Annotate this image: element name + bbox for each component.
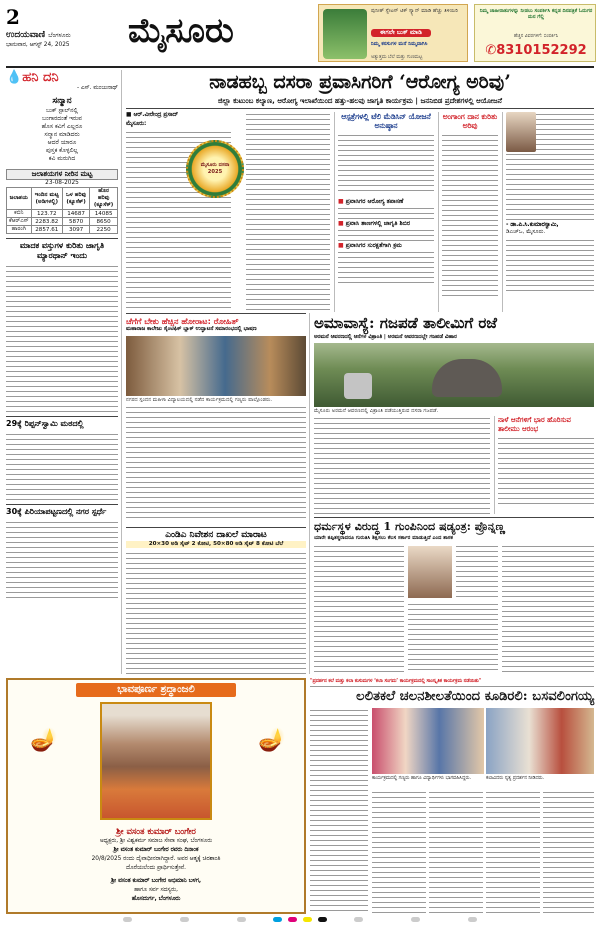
dasara-logo: ಮೈಸೂರು ದಸರಾ 2025 [186, 140, 244, 198]
honey-dani-header: 💧ಹನಿ ದನಿ [6, 70, 59, 85]
poem: ಬುಕ್ ಸ್ಟಾಲ್‌ನಲ್ಲಿ ಬಂಗಾರದಂತೆ ಇರುವ ಹೊಸ ಕವಿಗೆ ಎಲ್ಲರೂ ಸನ್ಮಾನ ಮಾಡಿದರು ಆದರೆ ಯಾರೂ ಪುಸ್ತಕ ಕೊಳ್ಳಲಿಲ್ಲ ಕವಿ ಮರುಗಿದ [41, 107, 83, 162]
story-headline: 30ಕ್ಕೆ ಪಿರಿಯಾಪಟ್ಟಣದಲ್ಲಿ ನಗರ ಸ್ಪರ್ಧೆ [6, 507, 107, 516]
story-headline: 29ಕ್ಕೆ ರಿಪ್ಪನ್‌ಸ್ವಾಮಿ ಮಠದಲ್ಲಿ [6, 419, 84, 428]
subsection-cheguevara: ಚೆಗೆ‌ಗೆ ಬೇಕು ಹೆಚ್ಚಿನ ಹೋರಾಟ: ರೋಹಿತ್ ಮಹಾರಾಜ ಕಾಲೇಜು ಸೈಂಟಿಫಿಕ್ ಬ್ಲಾಕ್ ಉದ್ಘಾಟನೆ ಸಮಾರಂಭದಲ್ಲಿ ಭಾಷಣ ನಗರದ ಸ್ಪಂದನ ಮಹಿಳಾ ವಿದ್ಯಾಲಯದಲ್ಲಿ ನಡೆದ ಕಾರ್ಯಕ್ರಮದಲ್ಲಿ ಗಣ್ಯರು ಪಾಲ್ಗೊಂಡರು. [126, 316, 306, 519]
elephant-shape [432, 359, 502, 397]
bottom-photo-1 [372, 708, 484, 774]
bullet-list: ■ ಪ್ರವಾಸಿಗರ ಆರೋಗ್ಯ ತಪಾಸಣೆ ■ ಪ್ರವಾಸಿ ತಾಣಗಳಲ್ಲಿ ಜಾಗೃತಿ ಶಿಬಿರ ■ ಪ್ರವಾಸಿಗರ ಸುರಕ್ಷತೆಗಾಗಿ ಕ್ರಮ [338, 198, 434, 286]
lamp-icon: 🪔 [30, 728, 58, 753]
lamp-icon: 🪔 [258, 728, 286, 753]
water-level-table: ಜಲಾಶಯ ಇಂದಿನ ಮಟ್ಟ (ಅಡಿಗಳಲ್ಲಿ) ಒಳ ಹರಿವು (ಕ್ಯೂಸೆಕ್) ಹೊರ ಹರಿವು (ಕ್ಯೂಸೆಕ್) ಕಬಿನಿ 123.72 14687 14085 ಕೆಆರ್‌ಎಸ್ 2283.82 5870 8650 ಹಾರಂಗಿ 2857.61 3097 2250 [6, 187, 118, 234]
table-row: ಕೆಆರ್‌ಎಸ್ 2283.82 5870 8650 [7, 218, 118, 226]
dho-portrait [506, 112, 536, 152]
elephant-caption: ಮೈಸೂರು ಅರಮನೆ ಆವರಣದಲ್ಲಿ ವಿಶ್ರಾಂತಿ ಪಡೆಯುತ್ತಿರುವ ದಸರಾ ಗಜಪಡೆ. [314, 408, 439, 414]
poem-title: ಸನ್ಮಾನ [52, 96, 72, 106]
phone-icon: ✆ [485, 43, 497, 58]
dho-quote-box: - ಡಾ.ಪಿ.ಸಿ.ಕುಮಾರಸ್ವಾಮಿ, ಡಿಎಚ್‌ಒ, ಮೈಸೂರು. [502, 112, 594, 312]
dharmasthala-body [314, 544, 594, 674]
dharmasthala-headline: ಧರ್ಮಸ್ಥಳ ವಿರುದ್ಧ 1 ಗುಂಪಿನಿಂದ ಷಡ್ಯಂತ್ರ: ಪ್ರೊನ್ನಣ್ಣ [314, 519, 506, 533]
top-ad-mid: ಪುನೀತ್ ಸ್ಟೇಟಸ್ ಟಿಕ್ ಸ್ಕ್ಯಾನ್ ಮಾಡಿ ಹೆಚ್ಚು ತಿಳಿಯಿರಿ ಈಗಲೇ ಬುಕ್ ಮಾಡಿ ನಿಮ್ಮ ಕನಸುಗಳ ಮನೆ ನಿಮ್ಮದಾಗಿಸಿ ಅತ್ಯುತ್ತಮ ಬೆಲೆ ಮತ್ತು ಗುಣಮಟ್ಟ [318, 4, 468, 62]
bottom-body-cols [372, 790, 594, 914]
subsection-mda: ಎಂಡಿಎ ನಿವೇಶನ ದಾಖಲೆ ಮಾರಾಟ 20×30 ಅಡಿ ಸೈಟ್ 2 ಕೋಟಿ, 50×80 ಅಡಿ ಸೈಟ್ 8 ಕೋಟಿ ಬೆಲೆ [126, 530, 306, 674]
bottom-headline: ಲಲಿತಕಲೆ ಚಲನಶೀಲತೆಯಿಂದ ಕೂಡಿರಲಿ: ಬಸವಲಿಂಗಯ್ಯ [356, 689, 594, 704]
story-headline: ಮಾದಕ ವಸ್ತುಗಳ ಕುರಿತು ಜಾಗೃತಿ ಮ್ಯಾರಥಾನ್ ಇಂದು [19, 241, 105, 260]
table-row: ಹಾರಂಗಿ 2857.61 3097 2250 [7, 226, 118, 234]
mla-portrait [408, 546, 452, 598]
obituary-name: ಶ್ರೀ ವಸಂತ ಕುಮಾರ್ ಬಂಗೇರ [116, 826, 196, 836]
telemedicine-box: ಆಸ್ಪತ್ರೆಗಳಲ್ಲಿ ಟೆಲಿ ಮೆಡಿಸಿನ್ ಯೋಜನೆ ಅನುಷ್ಠಾನ ■ ಪ್ರವಾಸಿಗರ ಆರೋಗ್ಯ ತಪಾಸಣೆ ■ ಪ್ರವಾಸಿ ತಾಣಗಳಲ್ಲಿ ಜಾಗೃತಿ ಶಿಬಿರ ■ ಪ್ರವಾಸಿಗರ ಸುರಕ್ಷತೆಗಾಗಿ ಕ್ರಮ [334, 112, 434, 312]
obituary-banner: ಭಾವಪೂರ್ಣ ಶ್ರದ್ಧಾಂಜಲಿ [76, 683, 236, 697]
event-photo [126, 336, 306, 396]
ad-book-button: ಈಗಲೇ ಬುಕ್ ಮಾಡಿ [371, 29, 431, 37]
water-level-title: ಜಲಾಶಯಗಳ ನೀರಿನ ಮಟ್ಟ [6, 169, 118, 180]
story-body [6, 264, 118, 416]
phone-illustration [323, 9, 367, 59]
masthead [0, 0, 600, 66]
date-line: ಭಾನುವಾರ, ಆಗಸ್ಟ್ 24, 2025 [6, 42, 70, 48]
lead-body: ■ ಆರ್.ವೀರೇಂದ್ರ ಪ್ರಸಾದ್ ಮೈಸೂರು: [126, 112, 231, 310]
story-body [6, 520, 118, 600]
lead-body-col2 [246, 112, 330, 310]
elephant-sidebox: ನಾಳೆ ಆನೆಗಳಿಗೆ ಭಾರ ಹೊರಿಸುವ ತಾಲೀಮು ಆರಂಭ [494, 416, 594, 514]
section-title: ಮೈಸೂರು [128, 11, 234, 51]
bottom-body-left [310, 708, 368, 914]
bottom-strip: "ಪ್ರದರ್ಶನ ಕಲೆ ಮತ್ತು ಕಲಾ ಕುಸುಮಗಳ ‘ಕಲಾ ಸಂಗಮ’ ಕಾರ್ಯಕ್ರಮದಲ್ಲಿ ಸಾಂಸ್ಕೃತಿಕ ಕಾರ್ಯಕ್ರಮ ನಡೆಯಿತು" [310, 678, 594, 687]
story-body [6, 432, 118, 504]
obituary-portrait [100, 702, 212, 820]
page-number: 2 [6, 5, 20, 29]
lead-subhead: ಜಿಲ್ಲಾ ಕುಟುಂಬ ಕಲ್ಯಾಣ, ಆರೋಗ್ಯ ಇಲಾಖೆಯಿಂದ ಹತ್ತು-ಹಲವು ಜಾಗೃತಿ ಕಾರ್ಯಕ್ರಮ | ಜನನಿಬಿಡ ಪ್ರದೇಶಗಳಲ್ಲಿ ಆಯೋಜನೆ [217, 96, 503, 105]
print-registration-marks [0, 917, 600, 926]
lead-headline: ನಾಡಹಬ್ಬ ದಸರಾ ಪ್ರವಾಸಿಗರಿಗೆ ‘ಆರೋಗ್ಯ ಅರಿವು’ [209, 71, 511, 93]
top-ad-right: ನಿಮ್ಮ ಜಾಹೀರಾತುಗಳನ್ನು ನೀಡಲು ಸಂಪರ್ಕಿಸಿ ಕನ್ನಡ ದಿನಪತ್ರಿಕೆ ಓದುಗರ ಮನ ಗೆಲ್ಲಿ ಹೆಚ್ಚಿನ ವಿವರಗಳಿಗೆ: ಸಂಪರ್ಕಿಸಿ ✆8310152292 [474, 4, 596, 62]
paper-name: ಉದಯವಾಣಿ ಬೆಂಗಳೂರು [6, 30, 71, 40]
dharmasthala-deck: ಯಾರೇ ತಪ್ಪಿತಸ್ಥರಾದರೂ ಗುರುತಿಸಿ ಶಿಕ್ಷಿಸಲು ಕೆಲಸ ಸರ್ಕಾರ ಮಾಡುತ್ತಿದೆ ಎಂದ ಶಾಸಕ [314, 535, 454, 541]
elephant-deck: ಅರಮನೆ ಆವರಣದಲ್ಲಿ ಆನೆಗಳ ವಿಶ್ರಾಂತಿ | ಅರಮನೆ ಆವರಣದಲ್ಲೇ ಗಜಪಡೆ ವಿಹಾರ [314, 334, 457, 340]
drop-icon: 💧 [6, 70, 23, 85]
obituary-ad: ಭಾವಪೂರ್ಣ ಶ್ರದ್ಧಾಂಜಲಿ 🪔 🪔 ಶ್ರೀ ವಸಂತ ಕುಮಾರ್ ಬಂಗೇರ ಅಧ್ಯಕ್ಷರು, ಶ್ರೀ ವಿಶ್ವಕರ್ಮ ಸಮಾಜ ಸೇವಾ ಸಂಘ, ಬೆಂಗಳೂರು ಶ್ರೀ ವಸಂತ ಕುಮಾರ್ ಬಂಗೇರ ರವರು ದಿನಾಂಕ 20/8/2025 ರಂದು ದೈವಾಧೀನರಾಗಿದ್ದಾರೆ. ಅವರ ಆತ್ಮಕ್ಕೆ ಚಿರಶಾಂತಿ ದೊರೆಯಲೆಂದು ಪ್ರಾರ್ಥಿಸುತ್ತೇವೆ. ಶ್ರೀ ವಸಂತ ಕುಮಾರ್ ಬಂಗೇರ ಅಭಿಮಾನಿ ಬಳಗ, ಹಾಗೂ ಸರ್ವ ಸದಸ್ಯರು, ಹೊಸದುರ್ಗ, ಬೆಂಗಳೂರು [6, 678, 306, 914]
ad-phone-number: ✆8310152292 [485, 43, 587, 58]
left-column: 💧ಹನಿ ದನಿ - ಎಸ್. ಮಂಜುನಾಥ್ ಸನ್ಮಾನ ಬುಕ್ ಸ್ಟಾಲ್‌ನಲ್ಲಿ ಬಂಗಾರದಂತೆ ಇರುವ ಹೊಸ ಕವಿಗೆ ಎಲ್ಲರೂ ಸನ್ಮಾನ ಮಾಡಿದರು ಆದರೆ ಯಾರೂ ಪುಸ್ತಕ ಕೊಳ್ಳಲಿಲ್ಲ ಕವಿ ಮರುಗಿದ ಜಲಾಶಯಗಳ ನೀರಿನ ಮಟ್ಟ 23-08-2025 ಜಲಾಶಯ ಇಂದಿನ ಮಟ್ಟ (ಅಡಿಗಳಲ್ಲಿ) ಒಳ ಹರಿವು (ಕ್ಯೂಸೆಕ್) ಹೊರ ಹರಿವು (ಕ್ಯೂಸೆಕ್) ಕಬಿನಿ 123.72 14687 14085 ಕೆಆರ್‌ಎಸ್ 2283.82 5870 8650 ಹಾರಂಗಿ 2857.61 3097 2250 ಮಾದಕ ವಸ್ತುಗಳ ಕುರಿತು ಜಾಗೃತಿ ಮ್ಯಾರಥಾನ್ ಇಂದು 29ಕ್ಕೆ ರಿಪ್ಪನ್‌ಸ್ವಾಮಿ ಮಠದಲ್ಲಿ 30ಕ್ಕೆ ಪಿರಿಯಾಪಟ್ಟಣದಲ್ಲಿ ನಗರ ಸ್ಪರ್ಧೆ [6, 70, 118, 674]
elephant-body [314, 416, 490, 514]
bottom-photo-2 [486, 708, 594, 774]
elephant-photo [314, 343, 594, 407]
table-row: ಕಬಿನಿ 123.72 14687 14085 [7, 210, 118, 218]
organ-donation-box: ಅಂಗಾಂಗ ದಾನ ಕುರಿತು ಅರಿವು [438, 112, 498, 312]
elephant-headline: ಅಮಾವಾಸ್ಯೆ: ಗಜಪಡೆ ತಾಲೀಮಿಗೆ ರಜೆ [314, 314, 497, 332]
